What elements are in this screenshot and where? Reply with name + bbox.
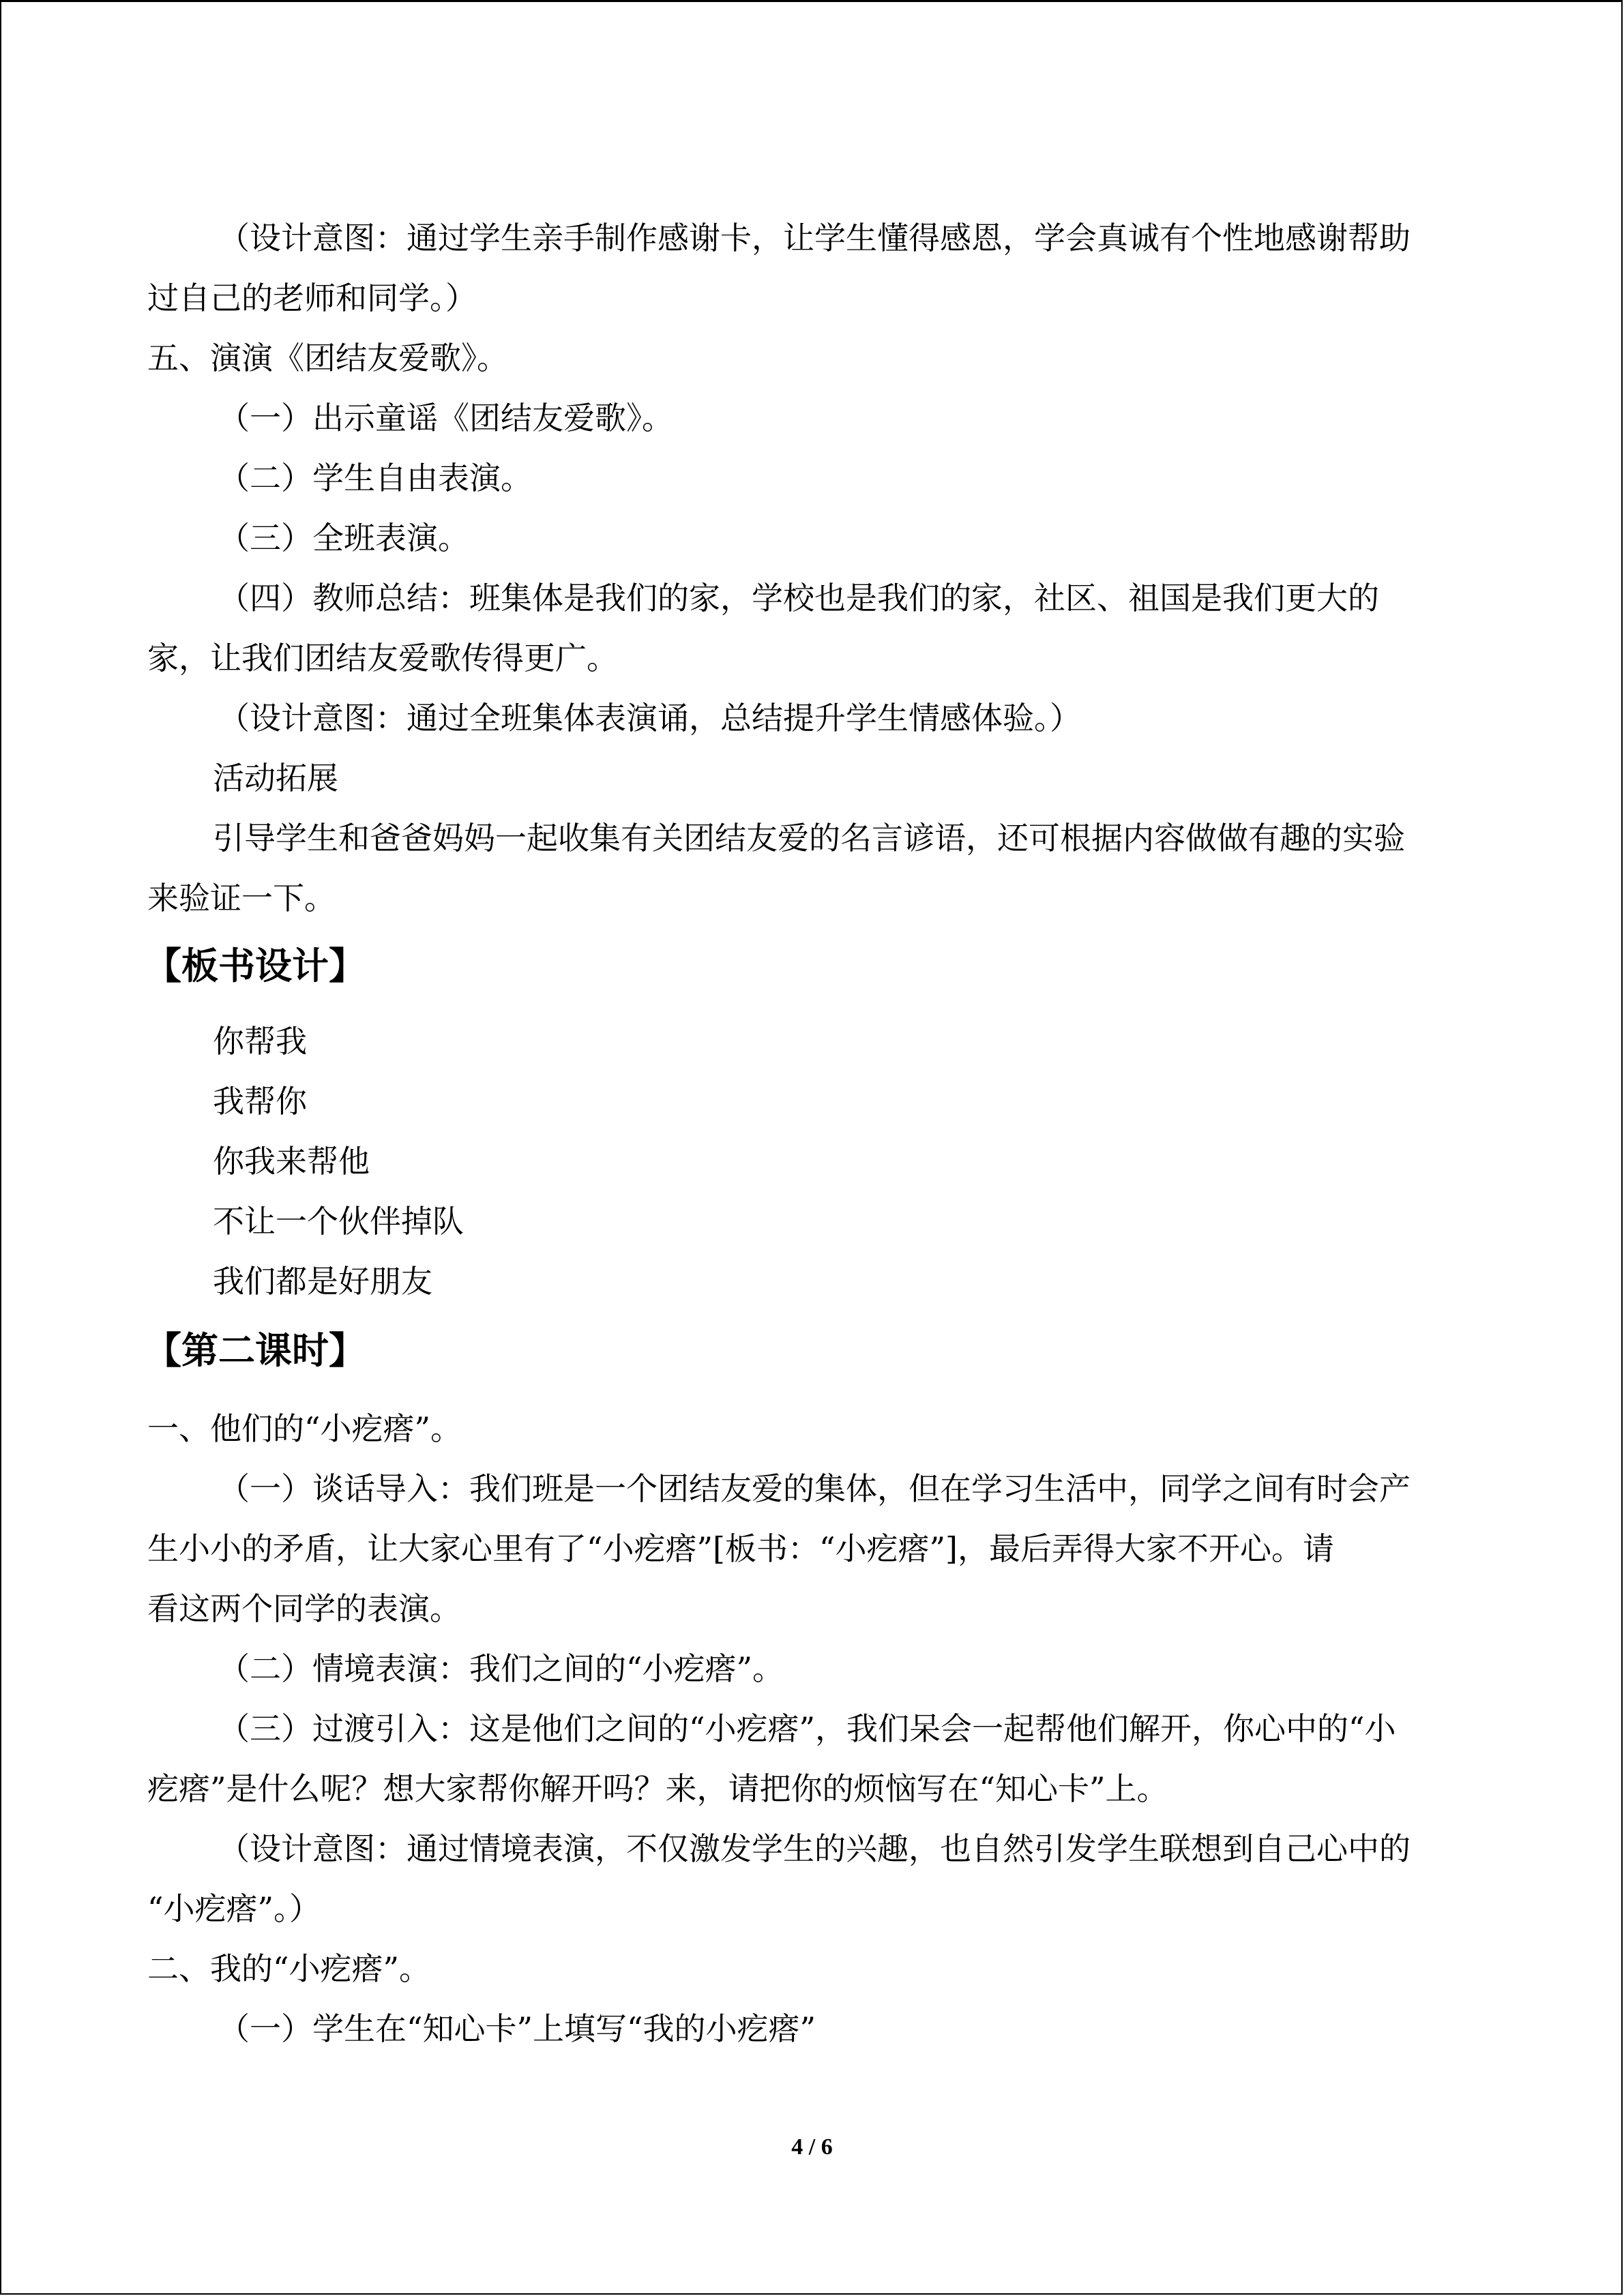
lesson2-part1-step3-line-2: 疙瘩”是什么呢？想大家帮你解开吗？来，请把你的烦恼写在“知心卡”上。 bbox=[147, 1770, 1168, 1807]
lesson2-part2-step1: （一）学生在“知心卡”上填写“我的小疙瘩” bbox=[218, 2010, 816, 2047]
board-line: 你帮我 bbox=[213, 1023, 307, 1060]
lesson2-part1-step1-line-2: 生小小的矛盾，让大家心里有了“小疙瘩”[板书：“小疙瘩”]，最后弄得大家不开心。请 bbox=[147, 1530, 1334, 1567]
lesson2-part1-title: 一、他们的“小疙瘩”。 bbox=[147, 1410, 462, 1447]
board-design-lines bbox=[147, 1011, 1464, 1311]
part5-step-2: （二）学生自由表演。 bbox=[218, 460, 532, 496]
lesson2-part1-step1-line-1: （一）谈话导入：我们班是一个团结友爱的集体，但在学习生活中，同学之间有时会产 bbox=[218, 1470, 1411, 1507]
board-line: 你我来帮他 bbox=[213, 1143, 370, 1180]
activity-extension-line-2: 来验证一下。 bbox=[147, 880, 336, 916]
design-intent-1-line-1: （设计意图：通过学生亲手制作感谢卡，让学生懂得感恩，学会真诚有个性地感谢帮助 bbox=[218, 220, 1411, 256]
activity-extension-line-1: 引导学生和爸爸妈妈一起收集有关团结友爱的名言谚语，还可根据内容做做有趣的实验 bbox=[213, 820, 1405, 856]
part5-step-4-line-2: 家，让我们团结友爱歌传得更广。 bbox=[147, 640, 618, 676]
design-intent-3-line-2: “小疙瘩”。） bbox=[147, 1890, 321, 1927]
lesson-2-heading: 【第二课时】 bbox=[145, 1329, 366, 1372]
board-line: 不让一个伙伴掉队 bbox=[213, 1203, 464, 1240]
part5-step-4-line-1: （四）教师总结：班集体是我们的家，学校也是我们的家，社区、祖国是我们更大的 bbox=[218, 580, 1379, 616]
board-line: 我们都是好朋友 bbox=[213, 1263, 432, 1300]
design-intent-2: （设计意图：通过全班集体表演诵，总结提升学生情感体验。） bbox=[218, 700, 1081, 736]
design-intent-1-line-2: 过自己的老师和同学。） bbox=[147, 280, 477, 316]
design-intent-3-line-1: （设计意图：通过情境表演，不仅激发学生的兴趣，也自然引发学生联想到自己心中的 bbox=[218, 1830, 1411, 1867]
page-number: 4 / 6 bbox=[791, 2134, 833, 2160]
lesson2-part2-title: 二、我的“小疙瘩”。 bbox=[147, 1950, 431, 1987]
part5-step-1: （一）出示童谣《团结友爱歌》。 bbox=[218, 400, 673, 436]
board-line: 我帮你 bbox=[213, 1083, 307, 1120]
part5-title: 五、演演《团结友爱歌》。 bbox=[147, 340, 508, 376]
activity-extension-title: 活动拓展 bbox=[213, 760, 338, 796]
document-body bbox=[147, 208, 1464, 2059]
lesson2-part1-step2: （二）情境表演：我们之间的“小疙瘩”。 bbox=[218, 1650, 784, 1687]
part5-step-3: （三）全班表演。 bbox=[218, 520, 469, 556]
lesson2-part1-step1-line-3: 看这两个同学的表演。 bbox=[147, 1590, 461, 1627]
board-design-heading: 【板书设计】 bbox=[145, 944, 366, 987]
lesson2-part1-step3-line-1: （三）过渡引入：这是他们之间的“小疙瘩”，我们呆会一起帮他们解开，你心中的“小 bbox=[218, 1710, 1396, 1747]
